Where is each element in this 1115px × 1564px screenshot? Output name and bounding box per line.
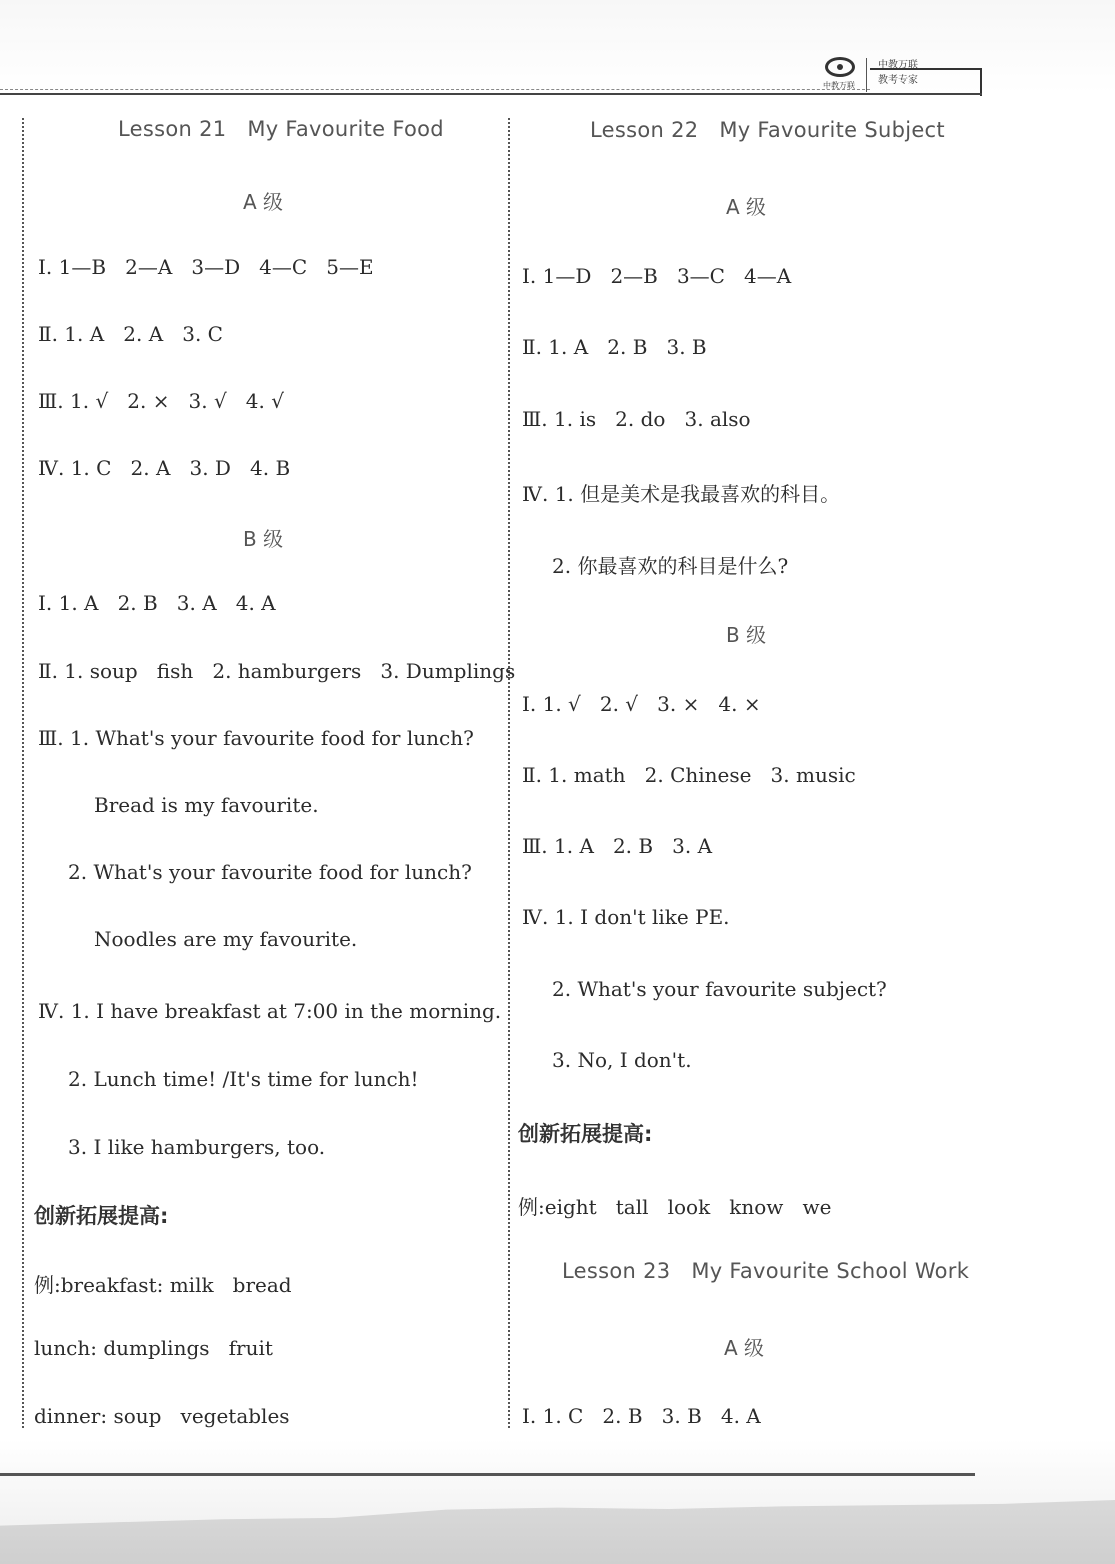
left-extension-title: 创新拓展提高: [34,1204,169,1228]
right-b-item-4-2: 2. What's your favourite subject? [552,977,887,1001]
torn-page-edge [0,1500,1115,1564]
lesson-23-a-item-1: Ⅰ. 1. C 2. B 3. B 4. A [522,1404,761,1428]
brand-frame [870,68,982,96]
right-level-b: B 级 [726,623,767,647]
footer-rule [0,1473,975,1476]
left-b-item-2: Ⅱ. 1. soup fish 2. hamburgers 3. Dumplings [38,659,516,683]
right-b-item-2: Ⅱ. 1. math 2. Chinese 3. music [522,763,856,787]
left-level-a: A 级 [243,190,284,214]
right-a-item-4-1: Ⅳ. 1. 但是美术是我最喜欢的科目。 [522,482,841,506]
left-extension-line-1: 例:breakfast: milk bread [34,1273,292,1297]
left-a-item-1: Ⅰ. 1—B 2—A 3—D 4—C 5—E [38,255,374,279]
right-a-item-3: Ⅲ. 1. is 2. do 3. also [522,407,751,431]
brand-logo-icon [825,57,855,77]
right-b-item-4-3: 3. No, I don't. [552,1048,692,1072]
lesson-23-title: Lesson 23 My Favourite School Work [562,1259,970,1283]
left-b-item-1: Ⅰ. 1. A 2. B 3. A 4. A [38,591,276,615]
brand-name: 中教万联 [878,60,918,71]
left-b-item-3-q1: Ⅲ. 1. What's your favourite food for lunch? [38,726,474,750]
left-extension-line-3: dinner: soup vegetables [34,1404,290,1428]
left-b-item-4-2: 2. Lunch time! /It's time for lunch! [68,1067,419,1091]
left-b-item-3-a2: Noodles are my favourite. [94,927,358,951]
right-a-item-2: Ⅱ. 1. A 2. B 3. B [522,335,707,359]
left-b-item-3-a1: Bread is my favourite. [94,793,319,817]
right-b-item-3: Ⅲ. 1. A 2. B 3. A [522,834,713,858]
right-level-a: A 级 [726,195,767,219]
right-extension-title: 创新拓展提高: [518,1122,653,1146]
column-divider [508,118,510,1428]
right-b-item-4-1: Ⅳ. 1. I don't like PE. [522,905,730,929]
lesson-21-title: Lesson 21 My Favourite Food [118,117,444,141]
right-extension-line-1: 例:eight tall look know we [518,1195,832,1219]
left-a-item-3: Ⅲ. 1. √ 2. × 3. √ 4. √ [38,389,284,413]
left-b-item-4-1: Ⅳ. 1. I have breakfast at 7:00 in the morning. [38,999,502,1023]
right-b-item-1: Ⅰ. 1. √ 2. √ 3. × 4. × [522,692,761,716]
left-a-item-4: Ⅳ. 1. C 2. A 3. D 4. B [38,456,291,480]
right-a-item-4-2: 2. 你最喜欢的科目是什么? [552,554,789,578]
header-rule [0,93,982,95]
right-a-item-1: Ⅰ. 1—D 2—B 3—C 4—A [522,264,792,288]
left-a-item-2: Ⅱ. 1. A 2. A 3. C [38,322,223,346]
lesson-22-title: Lesson 22 My Favourite Subject [590,118,945,142]
left-b-item-4-3: 3. I like hamburgers, too. [68,1135,326,1159]
left-extension-line-2: lunch: dumplings fruit [34,1336,273,1360]
left-margin-divider [22,118,24,1428]
header-dashed-rule [0,89,870,90]
left-b-item-3-q2: 2. What's your favourite food for lunch? [68,860,472,884]
brand-divider [866,58,867,92]
brand-slogan: 教考专家 [878,75,918,86]
lesson-23-level-a: A 级 [724,1336,765,1360]
brand-logo-caption: 中教万联 [823,81,855,90]
left-level-b: B 级 [243,527,284,551]
